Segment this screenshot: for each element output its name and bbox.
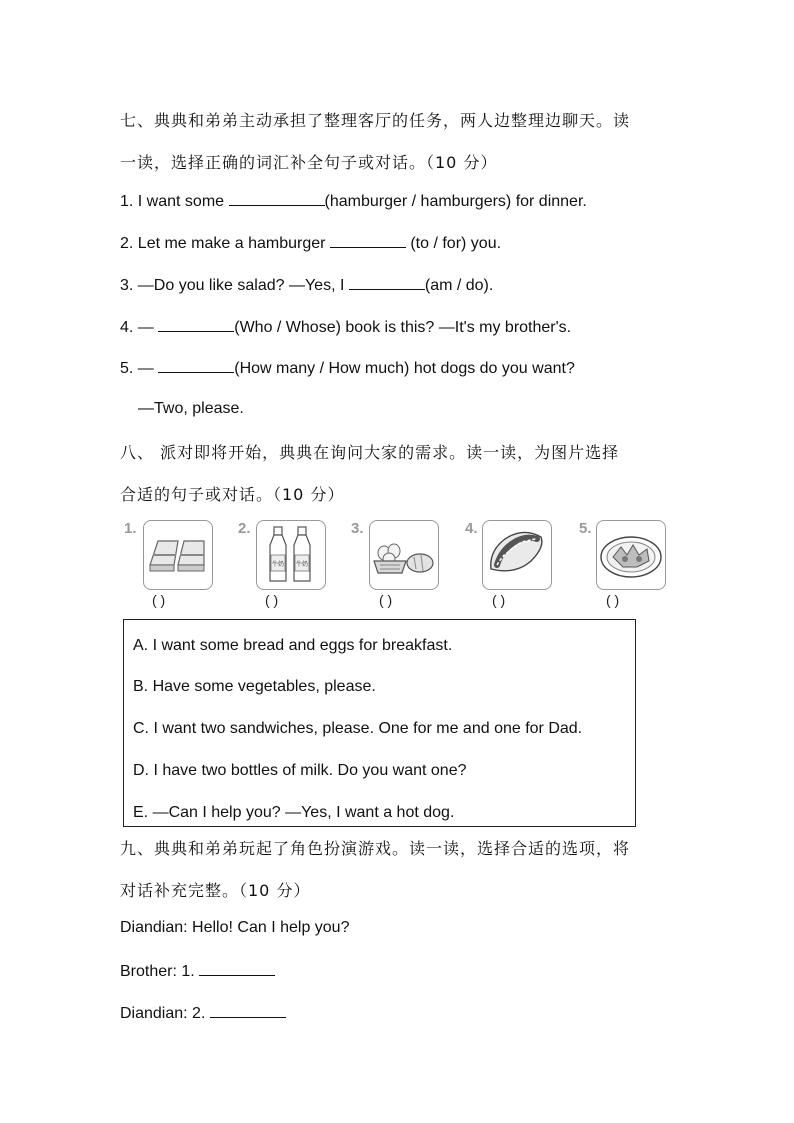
picture-3 (369, 520, 439, 590)
picture-5-number: 5. (579, 520, 592, 537)
bread-eggs-icon (370, 521, 438, 589)
hot-dog-icon (483, 521, 551, 589)
section9-heading-line2: 对话补充完整。（10 分） (120, 881, 311, 900)
answer-blank-1[interactable] (229, 191, 325, 206)
answer-blank-2[interactable] (330, 233, 406, 248)
section8-heading-line1: 八、 派对即将开始，典典在询问大家的需求。读一读，为图片选择 (120, 443, 620, 462)
answer-blank-3[interactable] (349, 275, 425, 290)
answer-blank-4[interactable] (158, 317, 234, 332)
picture-1-answer[interactable]: ( ) (152, 592, 166, 608)
section7-heading-line1: 七、典典和弟弟主动承担了整理客厅的任务，两人边整理边聊天。读 (120, 111, 631, 130)
question-1 (120, 191, 587, 211)
answer-blank-5[interactable] (158, 358, 234, 373)
picture-3-answer[interactable]: ( ) (379, 592, 393, 608)
question-3 (120, 275, 493, 295)
question-4-text: 4. — (120, 319, 159, 336)
question-1-text: 1. I want some (120, 193, 229, 210)
question-2 (120, 233, 501, 253)
question-2-text: 2. Let me make a hamburger (120, 235, 330, 252)
section8-heading-line2: 合适的句子或对话。（10 分） (120, 485, 345, 504)
picture-3-number: 3. (351, 520, 364, 537)
question-2-options: (to / for) you. (405, 235, 502, 252)
question-4-options: (Who / Whose) book is this? —It's my brother's. (234, 319, 572, 336)
section7-heading-line2: 一读，选择正确的词汇补全句子或对话。（10 分） (120, 153, 498, 172)
bottle-label-2: 牛奶 (295, 561, 309, 568)
milk-bottles-icon (257, 521, 325, 589)
dialogue-line-2-text: Brother: 1. (120, 963, 200, 980)
picture-2-number: 2. (238, 520, 251, 537)
picture-2 (256, 520, 326, 590)
picture-2-answer[interactable]: ( ) (265, 592, 279, 608)
option-d: D. I have two bottles of milk. Do you want one? (133, 762, 467, 779)
sandwich-icon (144, 521, 212, 589)
dialogue-line-3 (120, 1003, 286, 1023)
option-b: B. Have some vegetables, please. (133, 678, 376, 695)
question-1-options: (hamburger / hamburgers) for dinner. (324, 193, 587, 210)
option-e: E. —Can I help you? —Yes, I want a hot dog. (133, 804, 455, 821)
picture-5-answer[interactable]: ( ) (606, 592, 620, 608)
question-4 (120, 317, 571, 337)
section9-heading-line1: 九、典典和弟弟玩起了角色扮演游戏。读一读，选择合适的选项，将 (120, 839, 631, 858)
question-3-options: (am / do). (424, 277, 494, 294)
picture-5 (596, 520, 666, 590)
question-5-text: 5. — (120, 360, 159, 377)
bottle-label-1: 牛奶 (271, 561, 285, 568)
dialogue-line-1: Diandian: Hello! Can I help you? (120, 919, 350, 936)
picture-4 (482, 520, 552, 590)
question-3-text: 3. —Do you like salad? —Yes, I (120, 277, 349, 294)
picture-4-answer[interactable]: ( ) (492, 592, 506, 608)
question-5-answer: —Two, please. (138, 400, 244, 417)
dialogue-line-3-text: Diandian: 2. (120, 1005, 210, 1022)
question-5-options: (How many / How much) hot dogs do you want? (234, 360, 575, 377)
picture-1 (143, 520, 213, 590)
option-a: A. I want some bread and eggs for breakfast. (133, 637, 453, 654)
question-5 (120, 358, 575, 378)
vegetable-plate-icon (597, 521, 665, 589)
picture-1-number: 1. (124, 520, 137, 537)
dialogue-blank-2[interactable] (210, 1003, 286, 1018)
picture-4-number: 4. (465, 520, 478, 537)
dialogue-blank-1[interactable] (199, 961, 275, 976)
option-c: C. I want two sandwiches, please. One for me and one for Dad. (133, 720, 583, 737)
dialogue-line-2 (120, 961, 275, 981)
